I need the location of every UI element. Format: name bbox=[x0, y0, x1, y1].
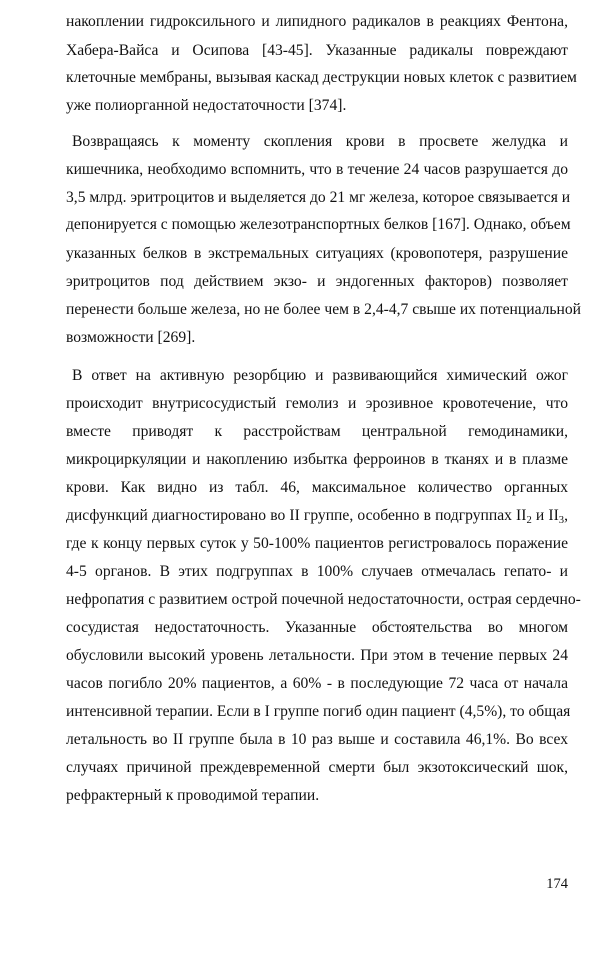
text-line: В ответ на активную резорбцию и развивающийся химический ожог bbox=[72, 367, 568, 384]
text-line: возможности [269]. bbox=[66, 329, 196, 346]
text-line: крови. Как видно из табл. 46, максимальное количество органных bbox=[66, 479, 568, 496]
subscript: 2 bbox=[526, 514, 532, 526]
text-line: обусловили высокий уровень летальности. При этом в течение первых 24 bbox=[66, 647, 568, 664]
text-line: рефрактерный к проводимой терапии. bbox=[66, 787, 320, 804]
text-line: где к концу первых суток у 50-100% пациентов регистровалось поражение bbox=[66, 535, 568, 552]
text-line: летальность во II группе была в 10 раз выше и составила 46,1%. Во всех bbox=[66, 731, 568, 748]
text-line: кишечника, необходимо вспомнить, что в течение 24 часов разрушается до bbox=[66, 161, 568, 178]
text-line: случаях причиной преждевременной смерти был экзотоксический шок, bbox=[66, 759, 568, 776]
text-line: происходит внутрисосудистый гемолиз и эрозивное кровотечение, что bbox=[66, 395, 568, 412]
text-line: интенсивной терапии. Если в I группе погиб один пациент (4,5%), то общая bbox=[66, 703, 571, 720]
subscript: 3 bbox=[558, 514, 565, 526]
text-line: депонируется с помощью железотранспортных белков [167]. Однако, объем bbox=[66, 216, 571, 233]
text-line: перенести больше железа, но не более чем в 2,4-4,7 свыше их потенциальной bbox=[66, 301, 582, 318]
text-line: накоплении гидроксильного и липидного радикалов в реакциях Фентона, bbox=[66, 13, 568, 30]
text-line: микроциркуляции и накоплению избытка ферроинов в тканях и в плазме bbox=[66, 451, 568, 468]
text-line: указанных белков в экстремальных ситуациях (кровопотеря, разрушение bbox=[66, 245, 568, 262]
text-line: уже полиорганной недостаточности [374]. bbox=[66, 97, 347, 114]
text-line bbox=[66, 506, 568, 526]
text-line: часов погибло 20% пациентов, а 60% - в последующие 72 часа от начала bbox=[66, 675, 568, 692]
text-line: Возвращаясь к моменту скопления крови в просвете желудка и bbox=[72, 133, 568, 150]
text-line-part: , bbox=[564, 507, 568, 524]
text-line: сосудистая недостаточность. Указанные обстоятельства во многом bbox=[66, 619, 568, 636]
text-line: 4-5 органов. В этих подгруппах в 100% случаев отмечалась гепато- и bbox=[66, 563, 568, 580]
page-number: 174 bbox=[546, 876, 568, 892]
text-line-part: и II bbox=[531, 507, 559, 524]
text-line: вместе приводят к расстройствам центральной гемодинамики, bbox=[66, 423, 568, 440]
text-line: эритроцитов под действием экзо- и эндогенных факторов) позволяет bbox=[66, 273, 568, 290]
text-line: клеточные мембраны, вызывая каскад деструкции новых клеток с развитием bbox=[66, 69, 577, 86]
text-line-part: дисфункций диагностировано во II группе, особенно в подгруппах II bbox=[66, 507, 527, 524]
text-line: нефропатия с развитием острой почечной недостаточности, острая сердечно- bbox=[66, 591, 581, 608]
text-line: 3,5 млрд. эритроцитов и выделяется до 21 мг железа, которое связывается и bbox=[66, 189, 571, 206]
text-line: Хабера-Вайса и Осипова [43-45]. Указанные радикалы повреждают bbox=[66, 42, 568, 59]
